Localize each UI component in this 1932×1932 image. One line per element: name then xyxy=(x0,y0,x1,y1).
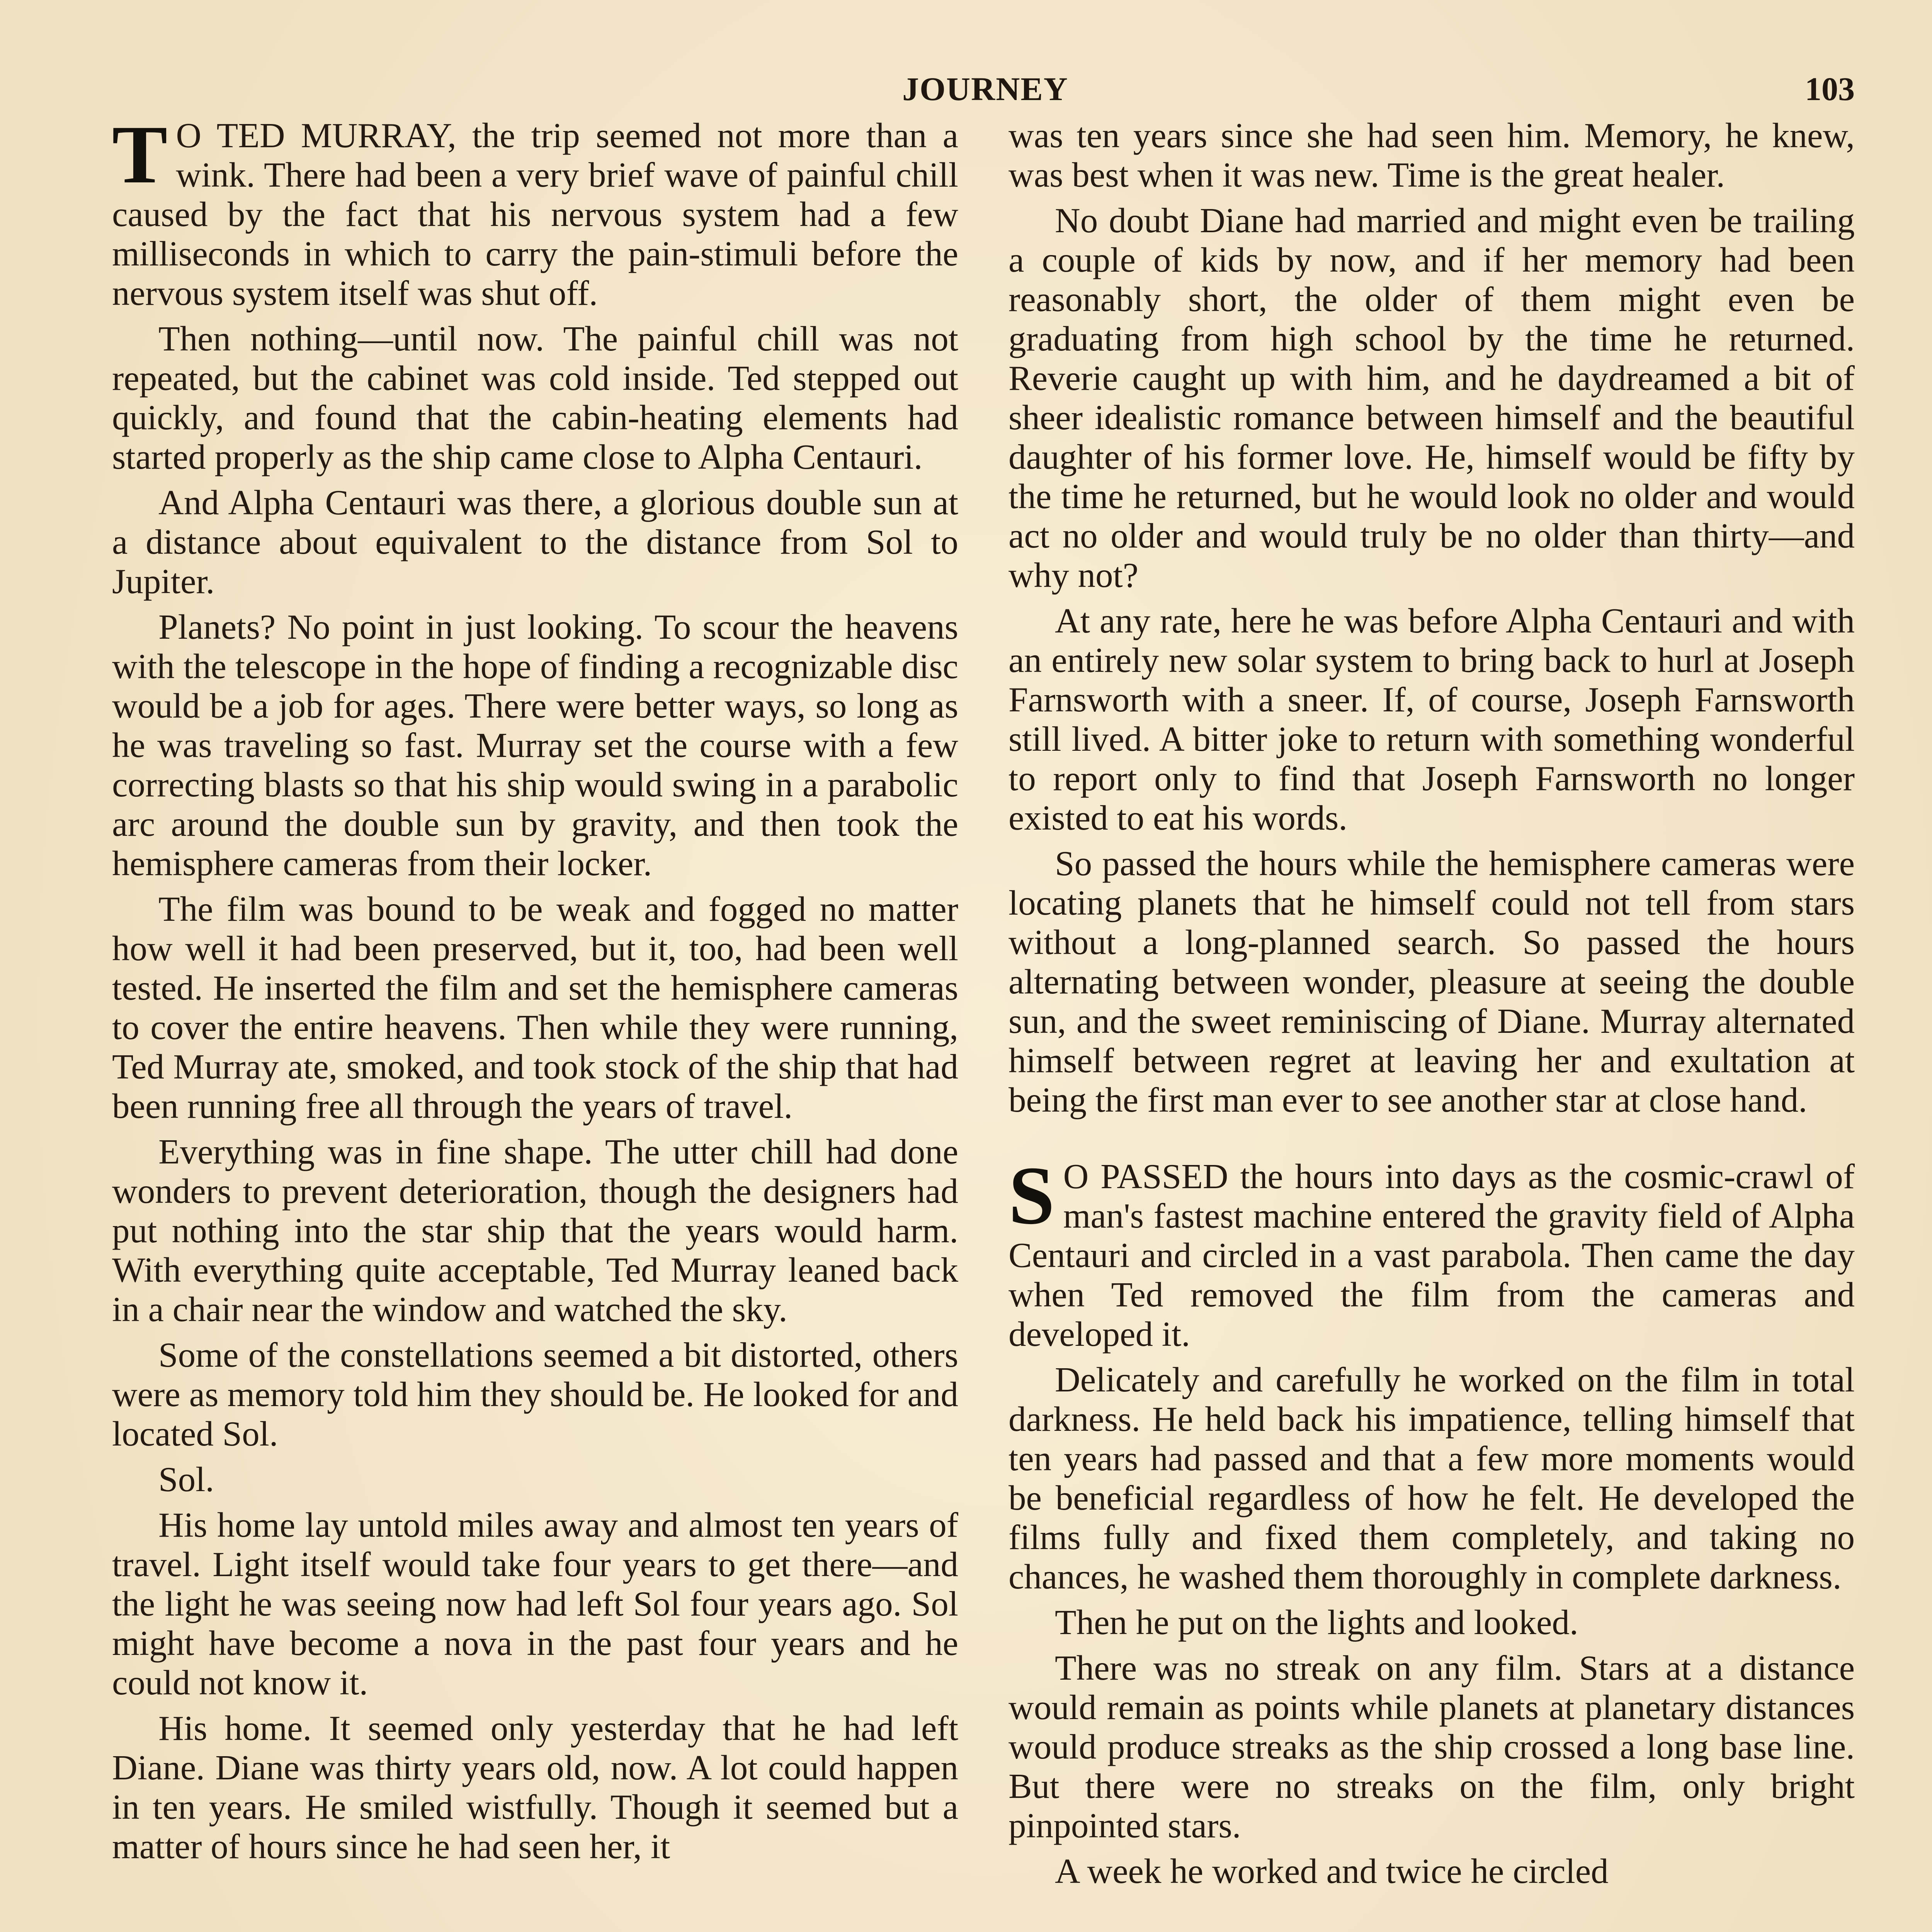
section-opening-paragraph xyxy=(1009,1149,1855,1354)
paragraph: No doubt Diane had married and might even be trailing a couple of kids by now, and if her memory had been reasonably short, the older of them might even be graduating from high school by the time he returned. Reverie caught up with him, and he daydreamed a bit of sheer idealistic romance between himself and the beautiful daughter of his former love. He, himself would be fifty by the time he returned, but he would look no older and would act no older and would truly be no older than thirty—and why not? xyxy=(1009,201,1855,595)
section-break xyxy=(1009,1120,1855,1157)
paragraph: Some of the constellations seemed a bit distorted, others were as memory told him they should be. He looked for and located Sol. xyxy=(112,1335,958,1453)
paragraph-text: O PASSED the hours into days as the cosmic-crawl of man's fastest machine entered the gravity field of Alpha Centauri and circled in a vast parabola. Then came the day when Ted removed the film from the cameras and developed it. xyxy=(1009,1157,1855,1354)
right-column xyxy=(1009,116,1855,1932)
paragraph: There was no streak on any film. Stars at a distance would remain as points while planets at planetary distances would produce streaks as the ship crossed a long base line. But there were no streaks on the film, only bright pinpointed stars. xyxy=(1009,1648,1855,1845)
running-header-title: JOURNEY xyxy=(902,70,1068,107)
paragraph: A week he worked and twice he circled xyxy=(1055,1852,1609,1891)
paragraph: His home lay untold miles away and almost ten years of travel. Light itself would take four years to get there—and the light he was seeing now had left Sol four years ago. Sol might have become a nova in the past four years and he could not know it. xyxy=(112,1505,958,1702)
paragraph: Then he put on the lights and looked. xyxy=(1055,1603,1578,1642)
paragraph: So passed the hours while the hemisphere cameras were locating planets that he himself could not tell from stars without a long-planned search. So passed the hours alternating between wonder, pleasure at seeing the double sun, and the sweet reminiscing of Diane. Murray alternated himself between regret at leaving her and exultation at being the first man ever to see another star at close hand. xyxy=(1009,844,1855,1119)
paragraph: Planets? No point in just looking. To scour the heavens with the telescope in the hope of finding a recognizable disc would be a job for ages. There were better ways, so long as he was traveling so fast. Murray set the course with a few correcting blasts so that his ship would swing in a parabolic arc around the double sun by gravity, and then took the hemisphere cameras from their locker. xyxy=(112,607,958,883)
paragraph: Then nothing—until now. The painful chill was not repeated, but the cabinet was cold inside. Ted stepped out quickly, and found that the cabin-heating elements had started properly as the ship came close to Alpha Centauri. xyxy=(112,319,958,476)
paragraph: Delicately and carefully he worked on the film in total darkness. He held back his impatience, telling himself that ten years had passed and that a few more moments would be beneficial regardless of how he felt. He developed the films fully and fixed them completely, and taking no chances, he washed them thoroughly in complete darkness. xyxy=(1009,1360,1855,1596)
opening-paragraph xyxy=(112,116,958,313)
paragraph: At any rate, here he was before Alpha Centauri and with an entirely new solar system to bring back to hurl at Joseph Farnsworth with a sneer. If, of course, Joseph Farnsworth still lived. A bitter joke to return with something wonderful to report only to find that Joseph Farnsworth no longer existed to eat his words. xyxy=(1009,601,1855,837)
paragraph: Everything was in fine shape. The utter chill had done wonders to prevent deterioration, though the designers had put nothing into the star ship that the years would harm. With everything quite acceptable, Ted Murray leaned back in a chair near the window and watched the sky. xyxy=(112,1132,958,1329)
paragraph-text: O TED MURRAY, the trip seemed not more than a wink. There had been a very brief wave of painful chill caused by the fact that his nervous system had a few milliseconds in which to carry the pain-stimuli before the nervous system itself was shut off. xyxy=(112,116,958,313)
paragraph: The film was bound to be weak and fogged no matter how well it had been preserved, but it, too, had been well tested. He inserted the film and set the hemisphere cameras to cover the entire heavens. Then while they were running, Ted Murray ate, smoked, and took stock of the ship that had been running free all through the years of travel. xyxy=(112,889,958,1126)
paragraph: Sol. xyxy=(158,1460,214,1499)
page-number: 103 xyxy=(1805,70,1855,107)
section-drop-cap: S xyxy=(1009,1149,1055,1242)
left-column xyxy=(112,116,958,1932)
drop-cap: T xyxy=(112,116,168,201)
paragraph: His home. It seemed only yesterday that he had left Diane. Diane was thirty years old, now. A lot could happen in ten years. He smiled wistfully. Though it seemed but a matter of hours since he had seen her, it xyxy=(112,1709,958,1866)
continued-paragraph: was ten years since she had seen him. Memory, he knew, was best when it was new. Time is the great healer. xyxy=(1009,116,1855,194)
paragraph: And Alpha Centauri was there, a glorious double sun at a distance about equivalent to the distance from Sol to Jupiter. xyxy=(112,483,958,601)
